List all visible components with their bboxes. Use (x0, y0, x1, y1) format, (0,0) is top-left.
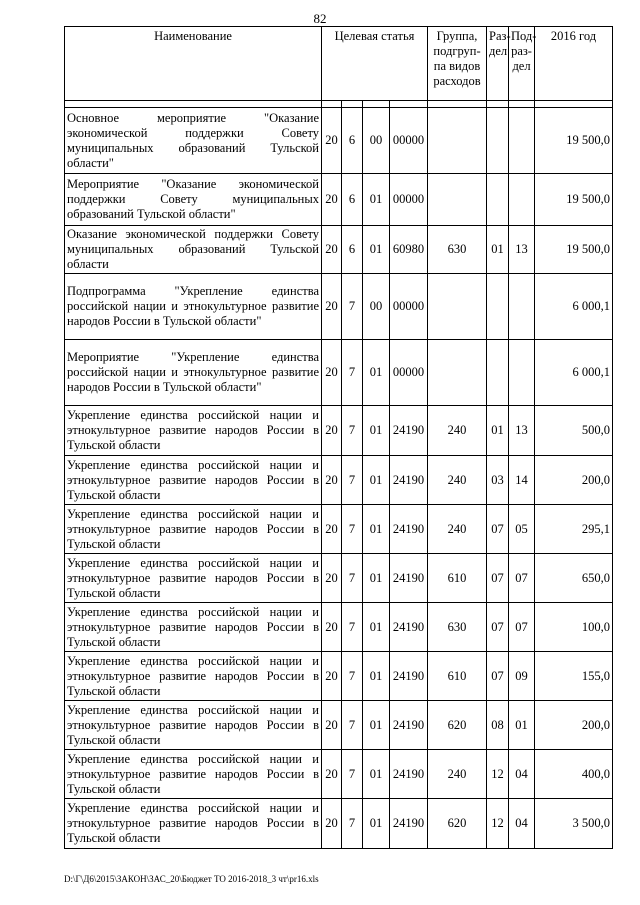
subsection-code: 05 (509, 505, 535, 554)
subsection-code (509, 108, 535, 174)
section-code: 01 (487, 406, 509, 456)
target-code-2: 6 (342, 108, 363, 174)
expense-group-code: 240 (428, 456, 487, 505)
expense-group-code: 620 (428, 701, 487, 750)
table-row (65, 750, 613, 799)
target-code-3: 01 (363, 554, 390, 603)
section-code (487, 108, 509, 174)
target-code-1: 20 (322, 750, 342, 799)
row-name: Укрепление единства российской нации и этнокультурное развитие народов России в Тульской области (65, 406, 322, 456)
row-amount: 6 000,1 (535, 274, 613, 340)
expense-group-code (428, 174, 487, 226)
target-code-4: 00000 (390, 174, 428, 226)
row-amount: 400,0 (535, 750, 613, 799)
header-expense-group: Группа, подгруп-па видов расходов (428, 27, 487, 101)
expense-group-code: 620 (428, 799, 487, 849)
row-name: Укрепление единства российской нации и этнокультурное развитие народов России в Тульской области (65, 750, 322, 799)
target-code-3: 01 (363, 406, 390, 456)
target-code-3: 01 (363, 340, 390, 406)
section-code: 07 (487, 652, 509, 701)
target-code-1: 20 (322, 406, 342, 456)
target-code-1: 20 (322, 174, 342, 226)
row-name: Укрепление единства российской нации и этнокультурное развитие народов России в Тульской области (65, 505, 322, 554)
target-code-1: 20 (322, 554, 342, 603)
header-gap-row (65, 101, 613, 108)
row-amount: 500,0 (535, 406, 613, 456)
target-code-4: 24190 (390, 603, 428, 652)
target-code-2: 7 (342, 652, 363, 701)
target-code-1: 20 (322, 108, 342, 174)
target-code-4: 24190 (390, 750, 428, 799)
table-header-row (65, 27, 613, 101)
row-amount: 200,0 (535, 456, 613, 505)
expense-group-code: 240 (428, 750, 487, 799)
target-code-3: 00 (363, 108, 390, 174)
target-code-3: 01 (363, 701, 390, 750)
header-section: Раз-дел (487, 27, 509, 101)
section-code: 08 (487, 701, 509, 750)
subsection-code: 13 (509, 226, 535, 274)
row-amount: 19 500,0 (535, 226, 613, 274)
target-code-4: 24190 (390, 505, 428, 554)
section-code: 07 (487, 505, 509, 554)
section-code: 03 (487, 456, 509, 505)
target-code-1: 20 (322, 274, 342, 340)
table-row (65, 340, 613, 406)
target-code-4: 24190 (390, 406, 428, 456)
target-code-3: 01 (363, 750, 390, 799)
expense-group-code: 610 (428, 554, 487, 603)
section-code: 07 (487, 554, 509, 603)
row-name: Мероприятие "Укрепление единства российской нации и этнокультурное развитие народов России в Тульской области" (65, 340, 322, 406)
target-code-1: 20 (322, 701, 342, 750)
expense-group-code: 630 (428, 603, 487, 652)
budget-table (64, 26, 613, 849)
row-amount: 100,0 (535, 603, 613, 652)
target-code-2: 7 (342, 799, 363, 849)
table-row (65, 108, 613, 174)
subsection-code: 09 (509, 652, 535, 701)
target-code-3: 00 (363, 274, 390, 340)
expense-group-code: 630 (428, 226, 487, 274)
row-amount: 6 000,1 (535, 340, 613, 406)
subsection-code: 04 (509, 750, 535, 799)
target-code-3: 01 (363, 799, 390, 849)
row-name: Укрепление единства российской нации и этнокультурное развитие народов России в Тульской области (65, 652, 322, 701)
row-name: Укрепление единства российской нации и этнокультурное развитие народов России в Тульской области (65, 603, 322, 652)
row-amount: 19 500,0 (535, 174, 613, 226)
table-row (65, 554, 613, 603)
section-code (487, 274, 509, 340)
target-code-2: 7 (342, 456, 363, 505)
table-body (65, 108, 613, 849)
table-row (65, 274, 613, 340)
header-target-article: Целевая статья (322, 27, 428, 101)
subsection-code: 07 (509, 603, 535, 652)
target-code-2: 7 (342, 554, 363, 603)
target-code-1: 20 (322, 603, 342, 652)
target-code-3: 01 (363, 603, 390, 652)
target-code-3: 01 (363, 456, 390, 505)
target-code-4: 24190 (390, 554, 428, 603)
header-name: Наименование (65, 27, 322, 101)
target-code-4: 24190 (390, 799, 428, 849)
target-code-4: 00000 (390, 340, 428, 406)
expense-group-code (428, 274, 487, 340)
target-code-2: 7 (342, 750, 363, 799)
table-row (65, 174, 613, 226)
row-name: Укрепление единства российской нации и этнокультурное развитие народов России в Тульской области (65, 456, 322, 505)
expense-group-code: 240 (428, 406, 487, 456)
target-code-2: 6 (342, 226, 363, 274)
row-name: Основное мероприятие "Оказание экономической поддержки Совету муниципальных образований Тульской области" (65, 108, 322, 174)
footer-file-path: D:\Г\Д6\2015\ЗАКОН\ЗАС_20\Бюджет ТО 2016-2018_3 чт\pr16.xls (64, 874, 319, 884)
expense-group-code: 240 (428, 505, 487, 554)
target-code-2: 7 (342, 274, 363, 340)
row-amount: 3 500,0 (535, 799, 613, 849)
section-code (487, 340, 509, 406)
target-code-2: 7 (342, 406, 363, 456)
target-code-3: 01 (363, 226, 390, 274)
target-code-4: 00000 (390, 108, 428, 174)
target-code-4: 60980 (390, 226, 428, 274)
row-amount: 155,0 (535, 652, 613, 701)
row-name: Мероприятие "Оказание экономической поддержки Совету муниципальных образований Тульской области" (65, 174, 322, 226)
row-amount: 200,0 (535, 701, 613, 750)
table-row (65, 406, 613, 456)
target-code-4: 24190 (390, 652, 428, 701)
target-code-4: 24190 (390, 456, 428, 505)
subsection-code (509, 274, 535, 340)
table-row (65, 701, 613, 750)
target-code-2: 6 (342, 174, 363, 226)
expense-group-code (428, 108, 487, 174)
row-name: Подпрограмма "Укрепление единства российской нации и этнокультурное развитие народов России в Тульской области" (65, 274, 322, 340)
row-amount: 650,0 (535, 554, 613, 603)
target-code-3: 01 (363, 652, 390, 701)
subsection-code (509, 174, 535, 226)
target-code-1: 20 (322, 505, 342, 554)
subsection-code: 07 (509, 554, 535, 603)
page-number: 82 (313, 11, 327, 26)
row-name: Укрепление единства российской нации и этнокультурное развитие народов России в Тульской области (65, 554, 322, 603)
target-code-4: 00000 (390, 274, 428, 340)
header-year: 2016 год (535, 27, 613, 101)
target-code-2: 7 (342, 505, 363, 554)
subsection-code: 14 (509, 456, 535, 505)
target-code-1: 20 (322, 456, 342, 505)
expense-group-code: 610 (428, 652, 487, 701)
target-code-2: 7 (342, 603, 363, 652)
target-code-2: 7 (342, 701, 363, 750)
table-row (65, 505, 613, 554)
table-row (65, 652, 613, 701)
header-subsection: Под-раз-дел (509, 27, 535, 101)
subsection-code: 13 (509, 406, 535, 456)
expense-group-code (428, 340, 487, 406)
subsection-code (509, 340, 535, 406)
table-row (65, 226, 613, 274)
target-code-3: 01 (363, 505, 390, 554)
row-name: Оказание экономической поддержки Совету муниципальных образований Тульской области (65, 226, 322, 274)
section-code: 12 (487, 799, 509, 849)
target-code-4: 24190 (390, 701, 428, 750)
subsection-code: 01 (509, 701, 535, 750)
table-row (65, 456, 613, 505)
section-code: 07 (487, 603, 509, 652)
section-code: 12 (487, 750, 509, 799)
target-code-1: 20 (322, 652, 342, 701)
row-name: Укрепление единства российской нации и этнокультурное развитие народов России в Тульской области (65, 701, 322, 750)
table-row (65, 603, 613, 652)
subsection-code: 04 (509, 799, 535, 849)
target-code-1: 20 (322, 226, 342, 274)
section-code (487, 174, 509, 226)
target-code-2: 7 (342, 340, 363, 406)
row-amount: 19 500,0 (535, 108, 613, 174)
row-name: Укрепление единства российской нации и этнокультурное развитие народов России в Тульской области (65, 799, 322, 849)
row-amount: 295,1 (535, 505, 613, 554)
table-row (65, 799, 613, 849)
target-code-3: 01 (363, 174, 390, 226)
section-code: 01 (487, 226, 509, 274)
target-code-1: 20 (322, 340, 342, 406)
target-code-1: 20 (322, 799, 342, 849)
